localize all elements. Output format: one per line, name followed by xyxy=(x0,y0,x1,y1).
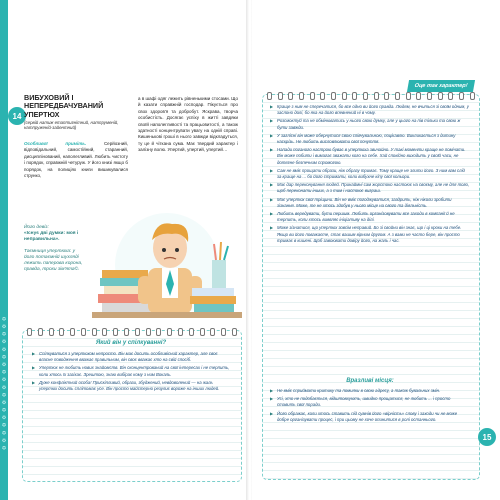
speech-notes xyxy=(24,225,86,273)
list-item: ▶ Його ображає, коли хтось ставить під сумнів його «вірність» слову і заходи чи не може добре організувати процес, і при цьому не хоче опинитися в ролі останнього. xyxy=(270,411,470,423)
pencil-cup xyxy=(212,260,226,288)
notebook-rings xyxy=(27,328,237,336)
motto-label: Його девіз: xyxy=(24,225,49,230)
left-page xyxy=(0,0,248,500)
communication-heading: Який він у спілкуванні? xyxy=(95,340,167,346)
notebook-rings xyxy=(267,92,475,100)
list-item: ▶ Дуже конфліктний особа! Прискіпливий, образи, збуджений, невдоволений — на жаль упертюх досить сплітомає усе. Він просто майстерно резулиє вороже на інших людей. xyxy=(32,380,232,392)
article-subtitle: (сервій натиж етаптигнітний, натпруменій, натпруженій-зайентний) xyxy=(24,120,119,131)
boy-with-books-illustration xyxy=(92,210,242,325)
book-shape xyxy=(192,288,234,296)
book-shape xyxy=(190,296,236,304)
list-item: ▶ Має упертюх свої тріщини. Він не вміє погоджуватися, заздрить, ніж ніколи зробити зізнання. Може, те не хтось здобув у нього місце на свого та діяльність. xyxy=(270,197,470,209)
list-item: ▶ Має дар переконування людей. Принаймні сам жорстоко настоює на своєму, але не для того, щоб переконати інших, а з тим і настоює виграш. xyxy=(270,182,470,194)
article-column-2: а в шафі одяг лежить рівненькими стосами. Що й казати справжній господар. Пікується про свох здоров'я та добробут. Яскрава, творча особистість. Досягає успіху в житті завдяки своїй наполегливості та працьовитості, а також здатності концентрувати увагу на одній справі. Кишенькові гроші в нього завжди відкладуться, ту це й чіткана сума. Має твердий характер і залізну волю. Упертий, упертий, упертий… xyxy=(138,96,238,153)
weak-points-list xyxy=(270,388,470,425)
desk-shape xyxy=(92,312,242,318)
weak-points-heading: Вразливі місця: xyxy=(346,378,394,384)
article-title: ВИБУХОВИЙ І НЕПЕРЕДБАЧУВАНИЙ УПЕРТЮХ xyxy=(24,93,104,119)
page-number-right: 15 xyxy=(478,428,496,446)
section-ribbon: Оце так характер! xyxy=(407,80,475,92)
column-1-text: Серйозний, відповідальний, самостійний, старанний, дисциплінований, наполегливий. Любить чистоту і порядок, справжній четуруж. У його книзі якщо б порядок, на полиціях книги вишикувалися струнко, xyxy=(24,141,128,179)
traits-list xyxy=(270,104,470,246)
list-item: ▶ Розсмоктуй та не обмінюватись у нього свою думку, але у цього на пів тільки та свою ж бути завжди. xyxy=(270,118,470,130)
column-lead: Особливої приміть. xyxy=(24,141,87,146)
motto-quote: «Існує дві думки: моя і неправильна». xyxy=(24,231,79,242)
list-item: ▶ Напади поганого настрою буває в упертюха звичайно. У такі моменти краще не помічати. Він може побити і вимагає зважати кого на себе. Хай спокійно виходить у своїй часи, не дотягне безпечним спромогою. xyxy=(270,147,470,166)
list-item: ▶ У заглісні він може обернутися свою співчувальною, поцікавлю. Викликається з дитину наскрізь. Не любить висловлювати свої почуття. xyxy=(270,133,470,145)
book-shape xyxy=(194,304,234,312)
list-item: ▶ Упертюх не любить нових знайомств. Він сконцентрований на свої інтересах і не терпить, коли хтось їх зазіхає. Зрештою, знаю вибірає кому з ним Вокаль. xyxy=(32,365,232,377)
list-item: ▶ Любить вередувати, бути першим. Любить організовувати все заходи в компанії й не терпить, коли хтось виявляє ініціативу на ділі. xyxy=(270,211,470,223)
article-column-1 xyxy=(24,141,128,179)
decorative-edge-pattern: ✿ ✿ ✿ ✿ ✿ ✿ ✿ ✿ ✿ ✿ ✿ ✿ ✿ ✿ ✿ ✿ ✿ ✿ xyxy=(1,314,7,450)
page-number-left: 14 xyxy=(8,107,26,125)
list-item: ▶ Спілкуватися з упертюхом непросто. Він має досить особливісний характер, але своє власне поводження вважає правильним, він своє вважає хто на свій спосіб. xyxy=(32,351,232,363)
book-shape xyxy=(102,303,150,312)
communication-list xyxy=(32,351,232,394)
list-item: ▶ Сам не вміє прощати образи, ніж образу тримає. Тому краще не злити його. З ним вам слід за краще на ... бо його стримати, коли вибухне кіпу свої кольори. xyxy=(270,168,470,180)
list-item: ▶ Краще з ним не сперечатися, бо все одно ви його правда. Людям, не вчиться зі своїм одним, у заслоно долі, бо яка на його впевнений ні в чому. xyxy=(270,104,470,116)
secret-note: Таємниця упертюха: у його потаємній шухляді лежить паперова корона, правда, трохи зім'ята©. xyxy=(24,249,83,272)
list-item: ▶ Може зізнатися, що упертюх зовсім неправий. Бо зі свойни він знає, що і ці кроки на тебе. Якщо ви його поважаєте, стає вашим вірним другом. А з вами не часто бере, він просто тримає в кишені. Щоб завоювати довіру його, на жаль і час. xyxy=(270,225,470,244)
list-item: ▶ Не вміє сприймати критику та помилки в свою адресу, а також бувальних змін. xyxy=(270,388,470,394)
list-item: ▶ Усі, хто не подобається, відштовхують, швидко прощатися, не любить ... і просто ставить свої поради. xyxy=(270,396,470,408)
